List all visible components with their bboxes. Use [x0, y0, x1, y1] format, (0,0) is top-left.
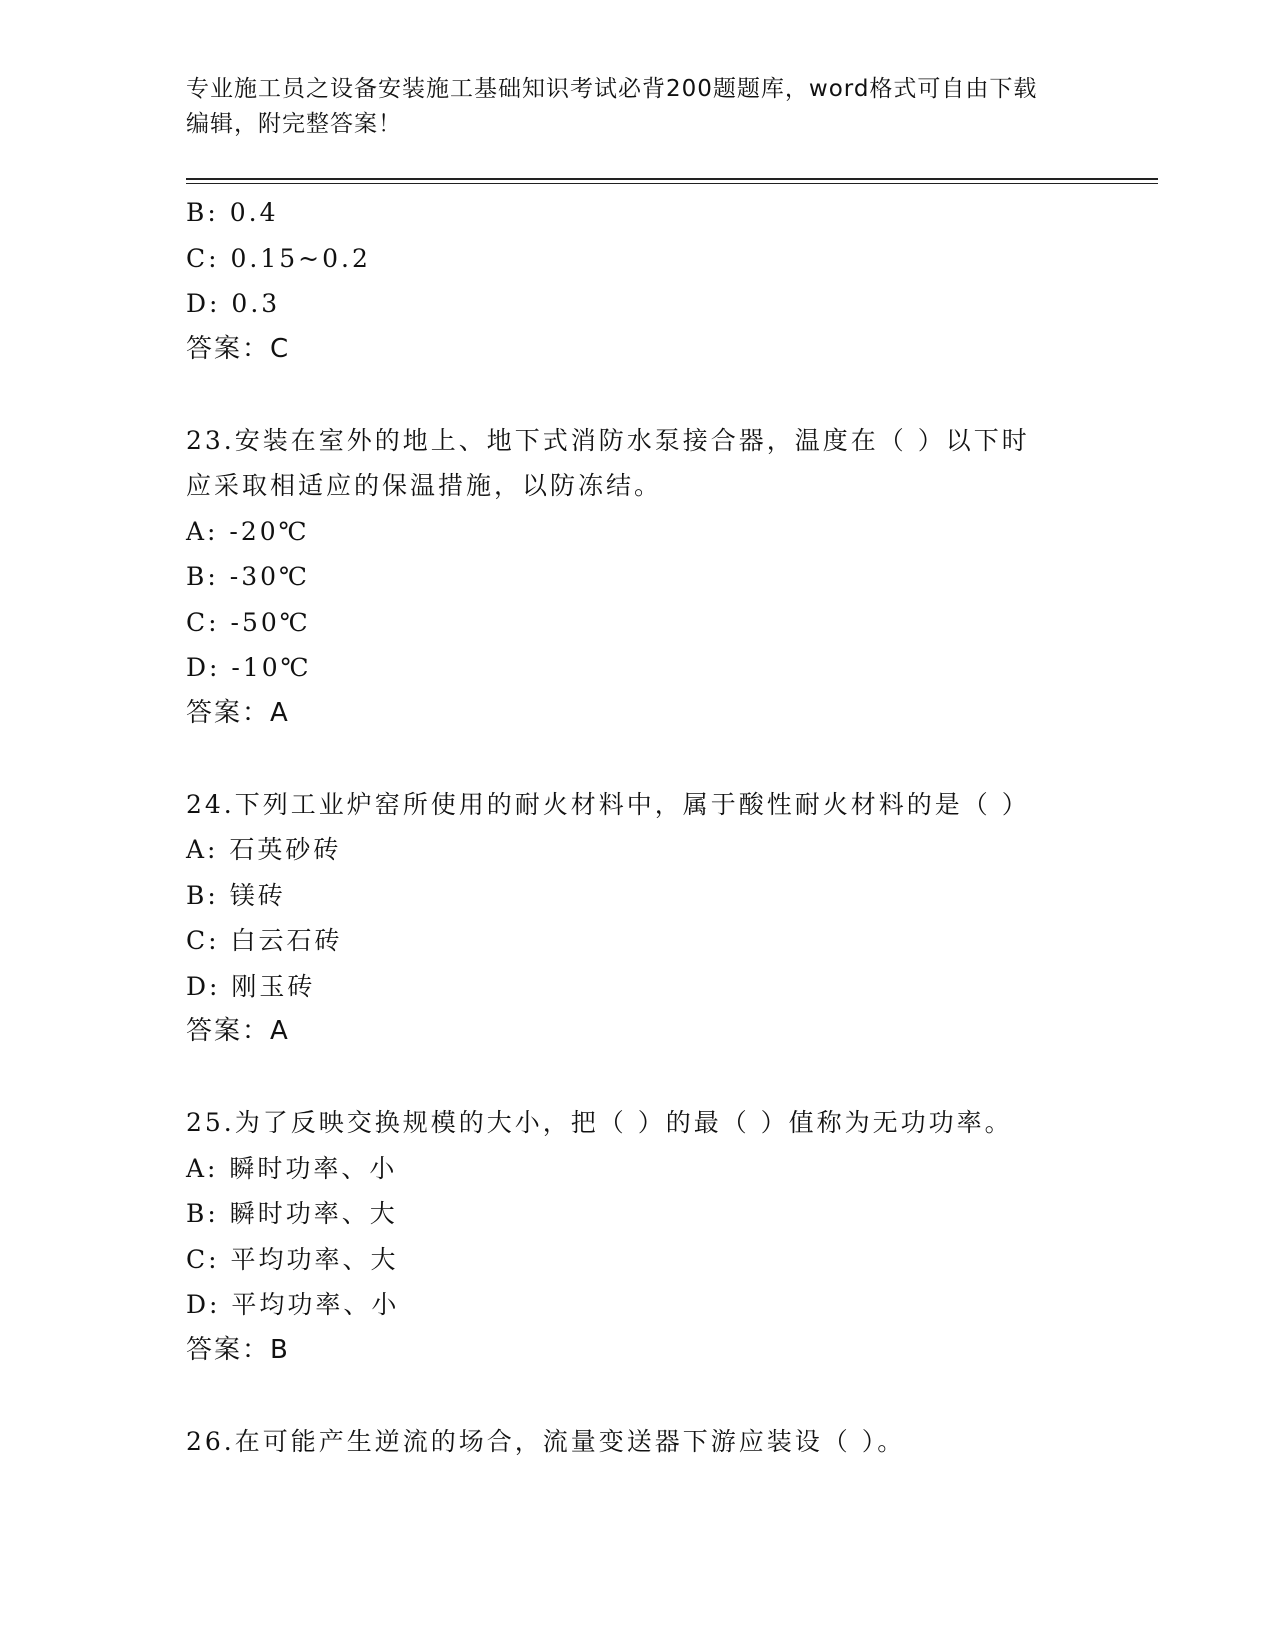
spacer	[186, 1373, 1086, 1419]
question-stem-cont: 应采取相适应的保温措施，以防冻结。	[186, 471, 663, 500]
option-c: C: -50℃	[186, 607, 311, 637]
option-a: A: 石英砂砖	[186, 835, 342, 864]
answer-line: 答案：A	[186, 697, 290, 728]
answer-line: 答案：B	[186, 1334, 290, 1365]
option-d: D: 0.3	[186, 289, 281, 318]
question-stem: 23.安装在室外的地上、地下式消防水泵接合器，温度在（ ）以下时	[186, 425, 1030, 455]
prev-question-block	[186, 190, 1086, 372]
answer-line: 答案：A	[186, 1016, 290, 1046]
header-divider-thick	[186, 178, 1158, 180]
question-24	[186, 782, 1086, 1055]
option-d: D: 刚玉砖	[186, 971, 316, 1001]
option-a: A: -20℃	[186, 516, 310, 546]
question-stem: 24.下列工业炉窑所使用的耐火材料中，属于酸性耐火材料的是（ ）	[186, 789, 1030, 819]
spacer	[186, 736, 1086, 782]
question-content	[186, 190, 1086, 1464]
option-b: B: 镁砖	[186, 880, 286, 910]
answer-line: 答案：C	[186, 333, 291, 364]
spacer	[186, 372, 1086, 418]
option-d: D: -10℃	[186, 653, 312, 682]
header-divider-thin	[186, 183, 1158, 184]
question-stem: 25.为了反映交换规模的大小，把（ ）的最（ ）值称为无功功率。	[186, 1108, 1013, 1137]
header-title-line1: 专业施工员之设备安装施工基础知识考试必背200题题库，word格式可自由下载	[186, 76, 1038, 102]
option-b: B: -30℃	[186, 562, 310, 591]
question-stem: 26.在可能产生逆流的场合，流量变送器下游应装设（ ）。	[186, 1426, 906, 1456]
spacer	[186, 1055, 1086, 1101]
option-c: C: 平均功率、大	[186, 1244, 399, 1274]
option-a: A: 瞬时功率、小	[186, 1153, 398, 1183]
option-c: C: 白云石砖	[186, 926, 343, 955]
option-d: D: 平均功率、小	[186, 1290, 400, 1319]
option-b: B: 瞬时功率、大	[186, 1199, 398, 1228]
question-23	[186, 418, 1086, 737]
question-26	[186, 1419, 1086, 1465]
header-title-line2: 编辑，附完整答案！	[186, 111, 402, 137]
document-header	[186, 72, 1066, 142]
option-c: C: 0.15~0.2	[186, 243, 371, 273]
option-b: B: 0.4	[186, 198, 279, 227]
question-25	[186, 1100, 1086, 1373]
